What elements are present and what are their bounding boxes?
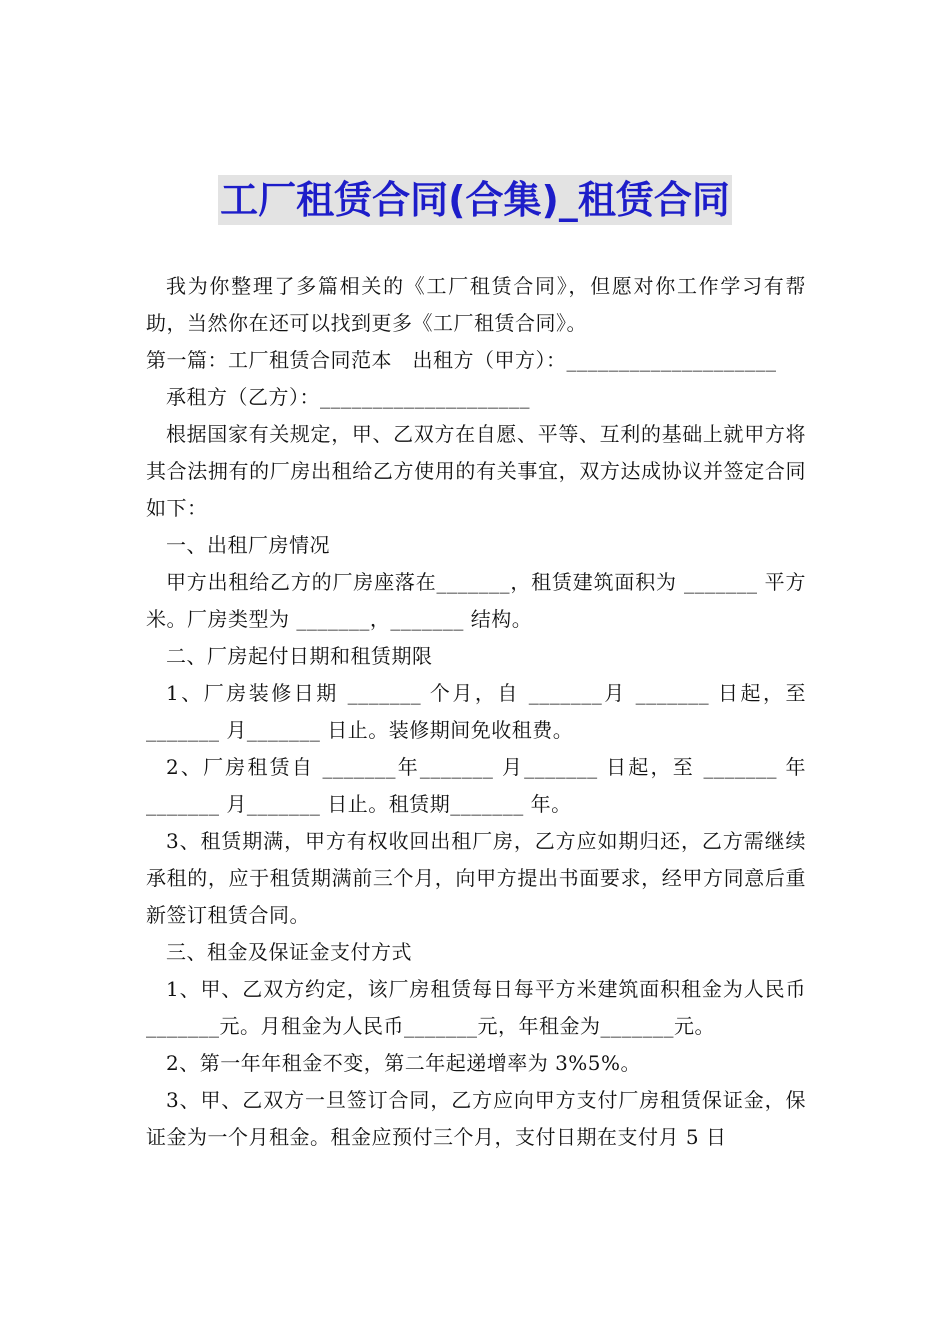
clause-2-item-1: 1、厂房装修日期 _______ 个月，自 _______月 _______ 日起，至 _______ 月_______ 日止。装修期间免收租费。	[146, 681, 806, 742]
document-title: 工厂租赁合同(合集)_租赁合同	[218, 175, 732, 225]
lessee-line: 承租方（乙方）：____________________	[166, 385, 530, 409]
clause-1-heading: 一、出租厂房情况	[166, 533, 330, 557]
document-body	[146, 268, 806, 1156]
clause-2-item-3: 3、租赁期满，甲方有权收回出租厂房，乙方应如期归还，乙方需继续承租的，应于租赁期满前三个月，向甲方提出书面要求，经甲方同意后重新签订租赁合同。	[146, 829, 806, 927]
section-1-heading-lessor: 第一篇：工厂租赁合同范本 出租方（甲方）：____________________	[146, 348, 777, 372]
clause-2-item-2: 2、厂房租赁自 _______年_______ 月_______ 日起，至 _______ 年 _______ 月_______ 日止。租赁期_______ 年。	[146, 755, 806, 816]
clause-3-heading: 三、租金及保证金支付方式	[166, 940, 412, 964]
clause-2-heading: 二、厂房起付日期和租赁期限	[166, 644, 433, 668]
document-title-wrap	[0, 175, 950, 225]
clause-3-item-2: 2、第一年年租金不变，第二年起递增率为 3%5%。	[166, 1051, 642, 1075]
clause-3-item-3: 3、甲、乙双方一旦签订合同，乙方应向甲方支付厂房租赁保证金，保证金为一个月租金。租金应预付三个月，支付日期在支付月 5 日	[146, 1088, 806, 1149]
clause-1-body: 甲方出租给乙方的厂房座落在_______，租赁建筑面积为 _______ 平方米。厂房类型为 _______，_______ 结构。	[146, 570, 806, 631]
intro-paragraph: 我为你整理了多篇相关的《工厂租赁合同》，但愿对你工作学习有帮助，当然你在还可以找到更多《工厂租赁合同》。	[146, 274, 806, 335]
agreement-paragraph: 根据国家有关规定，甲、乙双方在自愿、平等、互利的基础上就甲方将其合法拥有的厂房出租给乙方使用的有关事宜，双方达成协议并签定合同如下：	[146, 422, 806, 520]
clause-3-item-1: 1、甲、乙双方约定，该厂房租赁每日每平方米建筑面积租金为人民币 _______元。月租金为人民币_______元，年租金为_______元。	[146, 977, 806, 1038]
